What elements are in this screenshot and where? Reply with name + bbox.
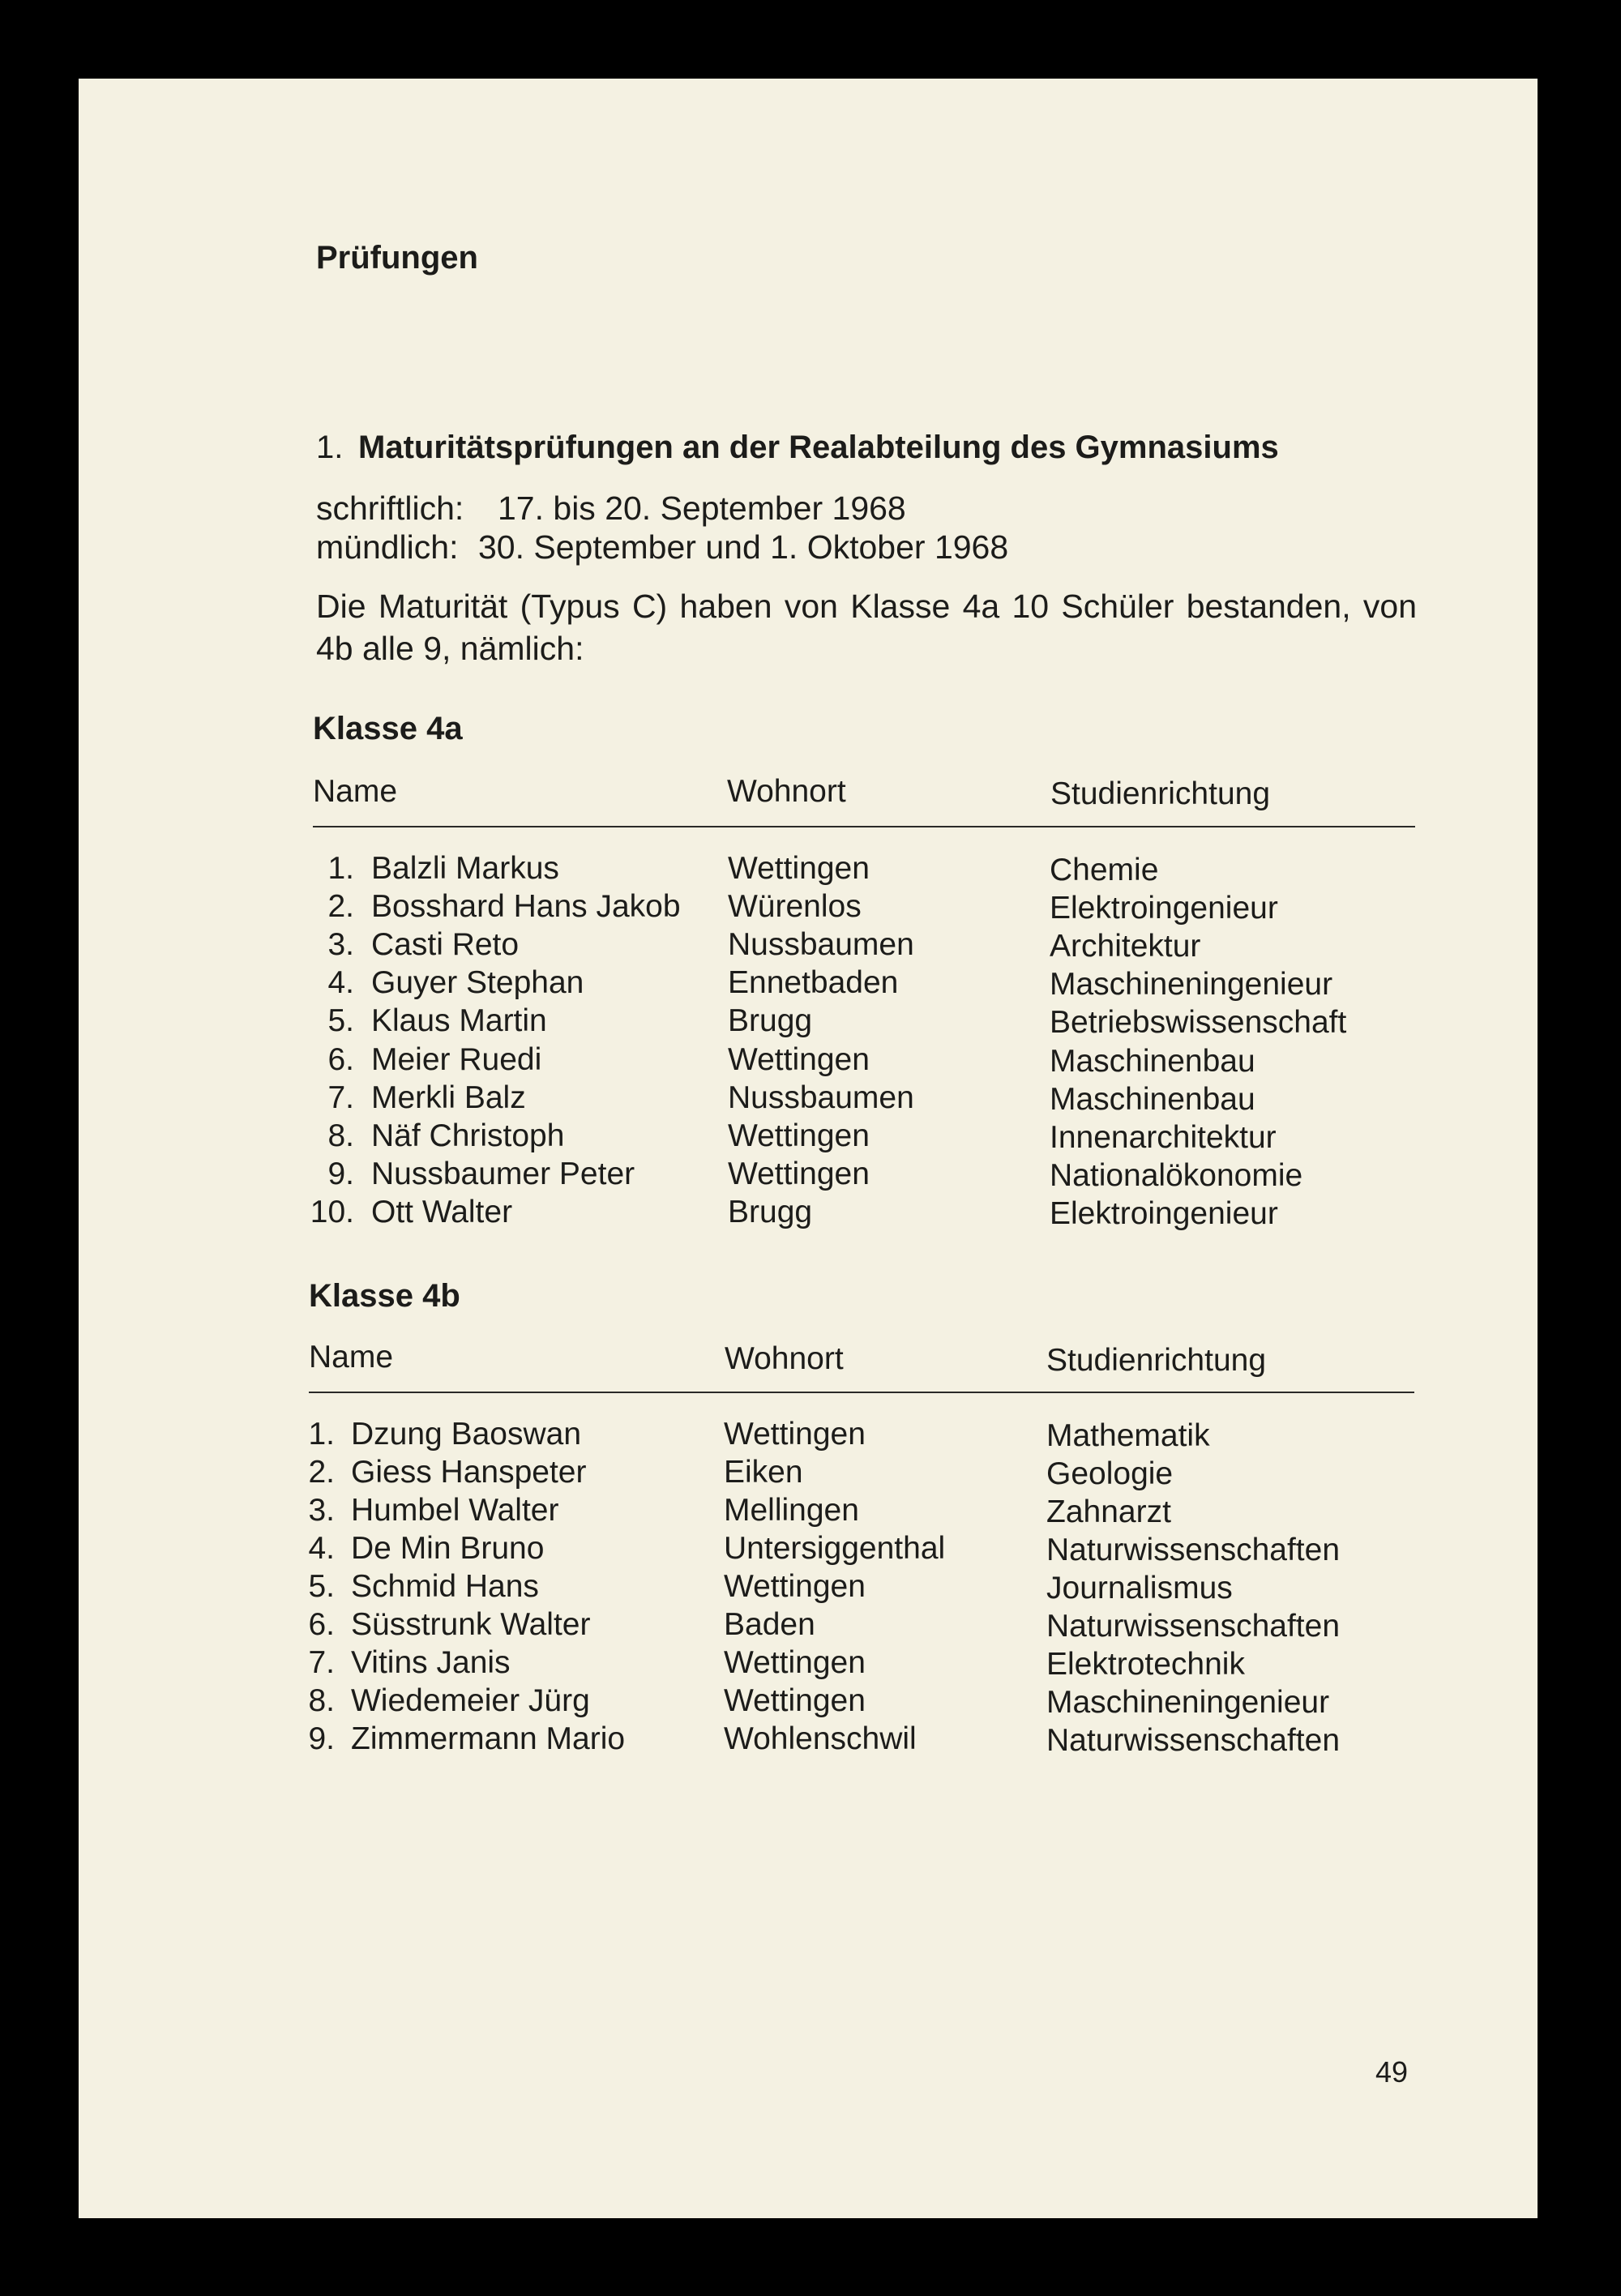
- student-name: Ott Walter: [371, 1195, 513, 1229]
- student-name: Casti Reto: [371, 927, 520, 962]
- student-wohnort: Untersiggenthal: [724, 1531, 946, 1566]
- student-studienrichtung: Mathematik: [1046, 1418, 1210, 1453]
- student-studienrichtung: Naturwissenschaften: [1046, 1723, 1341, 1758]
- student-studienrichtung: Maschineningenieur: [1046, 1685, 1330, 1720]
- row-number: 7.: [327, 1080, 354, 1115]
- student-studienrichtung: Elektroingenieur: [1050, 891, 1278, 926]
- student-name: Dzung Baoswan: [351, 1417, 582, 1452]
- student-name: Näf Christoph: [371, 1118, 565, 1153]
- student-name: Balzli Markus: [371, 851, 559, 886]
- column-header-wohnort: Wohnort: [727, 774, 846, 809]
- section-title: Maturitätsprüfungen an der Realabteilung des Gymnasiums: [358, 430, 1279, 465]
- student-wohnort: Wettingen: [724, 1569, 866, 1604]
- student-name: Humbel Walter: [351, 1493, 559, 1528]
- student-studienrichtung: Maschinenbau: [1050, 1082, 1255, 1117]
- section-number: 1.: [316, 430, 344, 465]
- row-number: 4.: [308, 1531, 335, 1566]
- class-heading-4a: Klasse 4a: [313, 711, 463, 746]
- student-studienrichtung: Zahnarzt: [1046, 1494, 1171, 1529]
- row-number: 7.: [308, 1645, 335, 1680]
- student-name: Bosshard Hans Jakob: [371, 889, 681, 924]
- student-wohnort: Wohlenschwil: [724, 1721, 917, 1756]
- row-number: 9.: [327, 1157, 354, 1191]
- student-studienrichtung: Chemie: [1050, 853, 1159, 887]
- row-number: 3.: [327, 927, 354, 962]
- row-number: 8.: [308, 1683, 335, 1718]
- column-header-name: Name: [309, 1340, 394, 1375]
- row-number: 3.: [308, 1493, 335, 1528]
- row-number: 1.: [308, 1417, 335, 1452]
- row-number: 5.: [308, 1569, 335, 1604]
- student-studienrichtung: Maschineningenieur: [1050, 967, 1333, 1002]
- row-number: 1.: [327, 851, 354, 886]
- student-name: Nussbaumer Peter: [371, 1157, 635, 1191]
- date-value-oral: 30. September und 1. Oktober 1968: [478, 528, 1009, 566]
- student-studienrichtung: Maschinenbau: [1050, 1044, 1255, 1079]
- student-studienrichtung: Innenarchitektur: [1050, 1120, 1277, 1155]
- date-label-written: schriftlich:: [316, 490, 464, 527]
- row-number: 4.: [327, 965, 354, 1000]
- student-name: Klaus Martin: [371, 1003, 547, 1038]
- row-number: 10.: [310, 1195, 354, 1229]
- student-name: Wiedemeier Jürg: [351, 1683, 590, 1718]
- page-title: Prüfungen: [316, 240, 478, 276]
- student-studienrichtung: Journalismus: [1046, 1571, 1233, 1605]
- student-wohnort: Würenlos: [728, 889, 862, 924]
- student-name: Zimmermann Mario: [351, 1721, 626, 1756]
- student-studienrichtung: Naturwissenschaften: [1046, 1609, 1341, 1644]
- student-wohnort: Wettingen: [724, 1645, 866, 1680]
- table-rule-4b: [309, 1392, 1414, 1393]
- student-wohnort: Nussbaumen: [728, 927, 914, 962]
- page-number: 49: [1375, 2055, 1409, 2089]
- student-wohnort: Ennetbaden: [728, 965, 899, 1000]
- date-label-oral: mündlich:: [316, 528, 459, 566]
- student-wohnort: Wettingen: [724, 1683, 866, 1718]
- student-name: Guyer Stephan: [371, 965, 584, 1000]
- row-number: 2.: [327, 889, 354, 924]
- student-wohnort: Wettingen: [728, 1157, 870, 1191]
- student-name: De Min Bruno: [351, 1531, 545, 1566]
- row-number: 6.: [327, 1042, 354, 1077]
- student-name: Meier Ruedi: [371, 1042, 542, 1077]
- student-name: Giess Hanspeter: [351, 1455, 587, 1490]
- student-name: Schmid Hans: [351, 1569, 539, 1604]
- row-number: 9.: [308, 1721, 335, 1756]
- student-name: Vitins Janis: [351, 1645, 511, 1680]
- student-wohnort: Wettingen: [728, 1042, 870, 1077]
- row-number: 6.: [308, 1607, 335, 1642]
- student-studienrichtung: Architektur: [1050, 929, 1201, 964]
- row-number: 5.: [327, 1003, 354, 1038]
- row-number: 8.: [327, 1118, 354, 1153]
- column-header-wohnort: Wohnort: [725, 1341, 844, 1376]
- student-wohnort: Baden: [724, 1607, 815, 1642]
- table-rule-4a: [313, 826, 1415, 827]
- student-studienrichtung: Betriebswissenschaft: [1050, 1005, 1347, 1040]
- intro-paragraph: Die Maturität (Typus C) haben von Klasse 4a 10 Schüler bestanden, von 4b alle 9, nämlich:: [316, 588, 1417, 667]
- date-value-written: 17. bis 20. September 1968: [498, 490, 906, 527]
- student-studienrichtung: Nationalökonomie: [1050, 1158, 1303, 1193]
- student-name: Süsstrunk Walter: [351, 1607, 591, 1642]
- column-header-studienrichtung: Studienrichtung: [1046, 1343, 1267, 1378]
- student-studienrichtung: Naturwissenschaften: [1046, 1533, 1341, 1567]
- student-wohnort: Wettingen: [724, 1417, 866, 1452]
- student-studienrichtung: Elektrotechnik: [1046, 1647, 1245, 1682]
- student-wohnort: Brugg: [728, 1195, 813, 1229]
- class-heading-4b: Klasse 4b: [309, 1278, 460, 1314]
- student-studienrichtung: Elektroingenieur: [1050, 1196, 1278, 1231]
- column-header-name: Name: [313, 774, 398, 809]
- column-header-studienrichtung: Studienrichtung: [1050, 776, 1271, 811]
- student-studienrichtung: Geologie: [1046, 1456, 1174, 1491]
- student-wohnort: Wettingen: [728, 851, 870, 886]
- student-wohnort: Wettingen: [728, 1118, 870, 1153]
- student-name: Merkli Balz: [371, 1080, 526, 1115]
- row-number: 2.: [308, 1455, 335, 1490]
- student-wohnort: Nussbaumen: [728, 1080, 914, 1115]
- student-wohnort: Mellingen: [724, 1493, 859, 1528]
- student-wohnort: Brugg: [728, 1003, 813, 1038]
- student-wohnort: Eiken: [724, 1455, 803, 1490]
